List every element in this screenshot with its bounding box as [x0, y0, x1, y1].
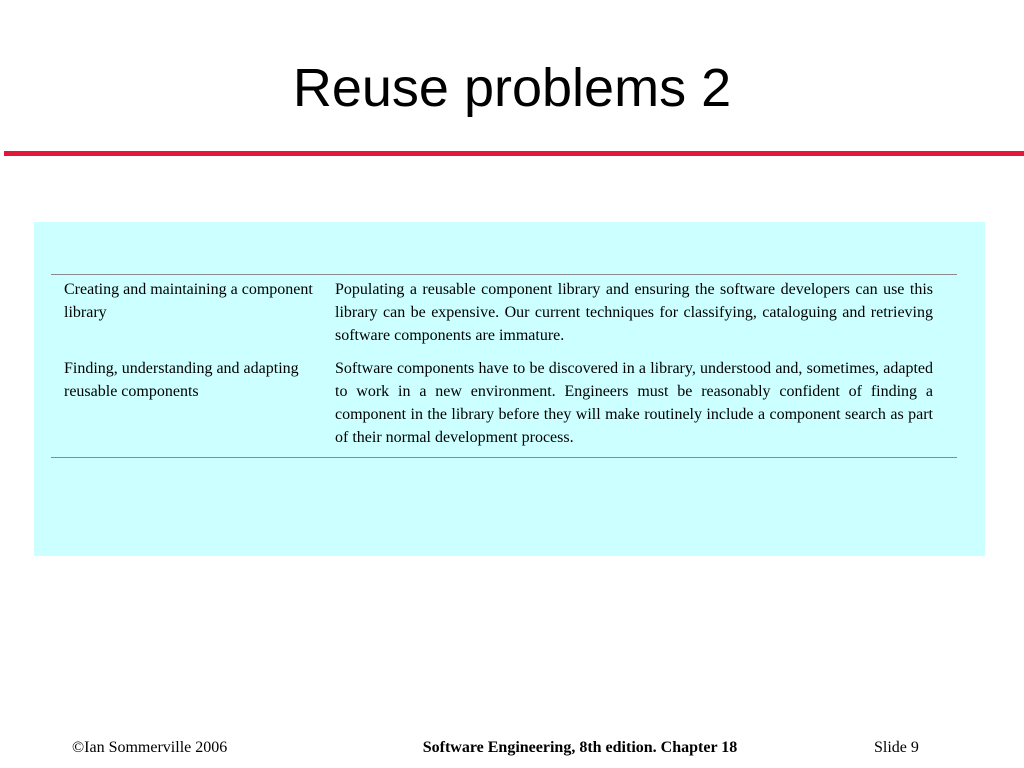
footer-book-title: Software Engineering, 8th edition. Chapter 18 [422, 739, 738, 756]
title-divider [4, 151, 1024, 156]
table-row [51, 357, 957, 449]
problems-table [51, 274, 957, 458]
slide-title: Reuse problems 2 [292, 58, 732, 118]
table-row [51, 278, 957, 347]
content-panel [34, 222, 985, 556]
problem-name: Finding, understanding and adapting reusable components [64, 360, 299, 400]
footer-copyright: ©Ian Sommerville 2006 [72, 739, 228, 756]
footer-slide-number: Slide 9 [874, 739, 919, 756]
problem-name: Creating and maintaining a component library [64, 281, 313, 321]
problem-description: Software components have to be discovered in a library, understood and, sometimes, adapted to work in a new environment. Engineers must be reasonably confident of finding a component in the library before they will make routinely include a component search as part of their normal development process. [335, 360, 933, 446]
problem-description: Populating a reusable component library and ensuring the software developers can use this library can be expensive. Our current techniques for classifying, cataloguing and retrieving software components are immature. [335, 281, 933, 344]
